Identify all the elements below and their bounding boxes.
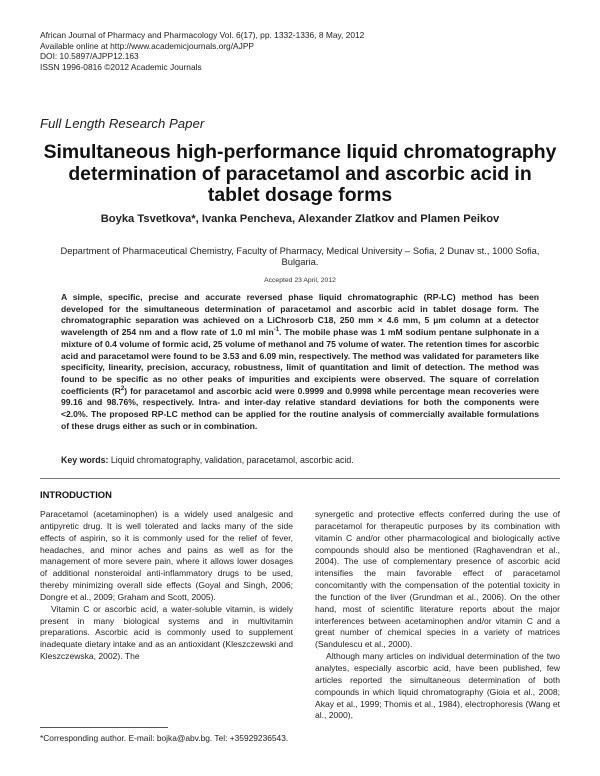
corresponding-author-footnote: *Corresponding author. E-mail: bojka@abv.bg. Tel: +35929236543. xyxy=(40,733,289,743)
issn-line: ISSN 1996-0816 ©2012 Academic Journals xyxy=(40,61,202,72)
section-heading: INTRODUCTION xyxy=(40,489,112,500)
abstract-text-1: A simple, specific, precise and accurate reversed phase liquid chromatographic (RP-LC) method has been developed for the simultaneous determination of paracetamol and ascorbic acid in tablet dosage form. The chromatographic separation was achieved on a LiChrosorb C18, 250 mm × 4.6 mm, 5 µm column at a detector wavelength of 254 nm and a flow rate of 1.0 ml min xyxy=(61,292,539,338)
journal-citation: African Journal of Pharmacy and Pharmacology Vol. 6(17), pp. 1332-1336, 8 May, 2012 xyxy=(40,30,365,40)
keywords-text: Liquid chromatography, validation, paracetamol, ascorbic acid. xyxy=(108,455,354,465)
availability-line: Available online at http://www.academicjournals.org/AJPP xyxy=(40,40,254,51)
abstract-text-3: ) for paracetamol and ascorbic acid were 0.9999 and 0.9998 while percentage mean recoveries were 99.16 and 98.76%, respectively. Intra- and inter-day relative standard deviations for both the components were <2.0%. The proposed RP-LC method can be applied for the routine analysis of commercially available formulations of these drugs either as such or in combination. xyxy=(61,385,539,431)
keywords xyxy=(61,455,539,465)
abstract-superscript-1: -1 xyxy=(273,327,280,334)
abstract-superscript-2: 2 xyxy=(120,385,125,392)
affiliation: Department of Pharmaceutical Chemistry, Faculty of Pharmacy, Medical University – Sofia, 2 Dunav st., 1000 Sofia, Bulgaria. xyxy=(60,245,540,268)
paragraph: Paracetamol (acetaminophen) is a widely used analgesic and antipyretic drug. It is well tolerated and lacks many of the side effects of aspirin, so it is commonly used for the relief of fever, headaches, and minor aches and pains as well as for the management of more severe pain, where it allows lower dosages of additional nonsteroidal anti-inflammatory drugs to be used, thereby minimizing overall side effects (Goyal and Singh, 2006; Dongre et al., 2009; Graham and Scott, 2005). xyxy=(40,509,293,602)
article-type: Full Length Research Paper xyxy=(40,116,205,131)
section-divider xyxy=(40,478,560,479)
left-column xyxy=(40,509,293,663)
journal-header xyxy=(40,30,364,72)
paragraph: synergetic and protective effects conferred during the use of paracetamol for therapeutic purposes by its combination with vitamin C and/or other pharmacological and biologically active compounds should also be mentioned (Raghavendran et al., 2004). The use of complementary presence of ascorbic acid intensifies the main favorable effect of paracetamol concomitantly with the compensation of the potential toxicity in the function of the liver (Grundman et al., 2006). On the other hand, most of scientific literature reports about the major interferences between acetaminophen and/or vitamin C and a great number of chemical species in a variety of matrices (Sandulescu et al., 2000). xyxy=(315,509,560,650)
right-column xyxy=(315,509,560,722)
abstract-text-2: . The mobile phase was 1 mM sodium pentane sulphonate in a mixture of 0.4 volume of formic acid, 25 volume of methanol and 75 volume of water. The retention times for ascorbic acid and paracetamol were found to be 3.53 and 6.09 min, respectively. The method was validated for parameters like specificity, linearity, precision, accuracy, robustness, limit of quantitation and limit of detection. The method was found to be specific as no other peaks of impurities and excipients were observed. The square of correlation coefficients (R xyxy=(61,327,540,396)
paper-title: Simultaneous high-performance liquid chromatography determination of paracetamol and ascorbic acid in tablet dosage forms xyxy=(43,141,557,206)
footnote-rule xyxy=(40,727,168,728)
abstract xyxy=(61,292,539,432)
keywords-label: Key words: xyxy=(61,455,109,465)
accepted-date: Accepted 23 April, 2012 xyxy=(264,277,336,284)
paragraph: Although many articles on individual determination of the two analytes, especially ascorbic acid, have been published, few articles reported the simultaneous determination of both compounds in which liquid chromatography (Gioia et al., 2008; Akay et al., 1999; Thomis et al., 1984), electrophoresis (Wang et al., 2000), xyxy=(315,651,560,721)
paragraph: Vitamin C or ascorbic acid, a water-soluble vitamin, is widely present in many biological systems and in multivitamin preparations. Ascorbic acid is commonly used to supplement inadequate dietary intake and as an antioxidant (Kleszczewski and Kleszczewska, 2002). The xyxy=(40,603,293,662)
author-list: Boyka Tsvetkova*, Ivanka Pencheva, Alexander Zlatkov and Plamen Peikov xyxy=(100,213,500,225)
doi-line: DOI: 10.5897/AJPP12.163 xyxy=(40,51,139,62)
